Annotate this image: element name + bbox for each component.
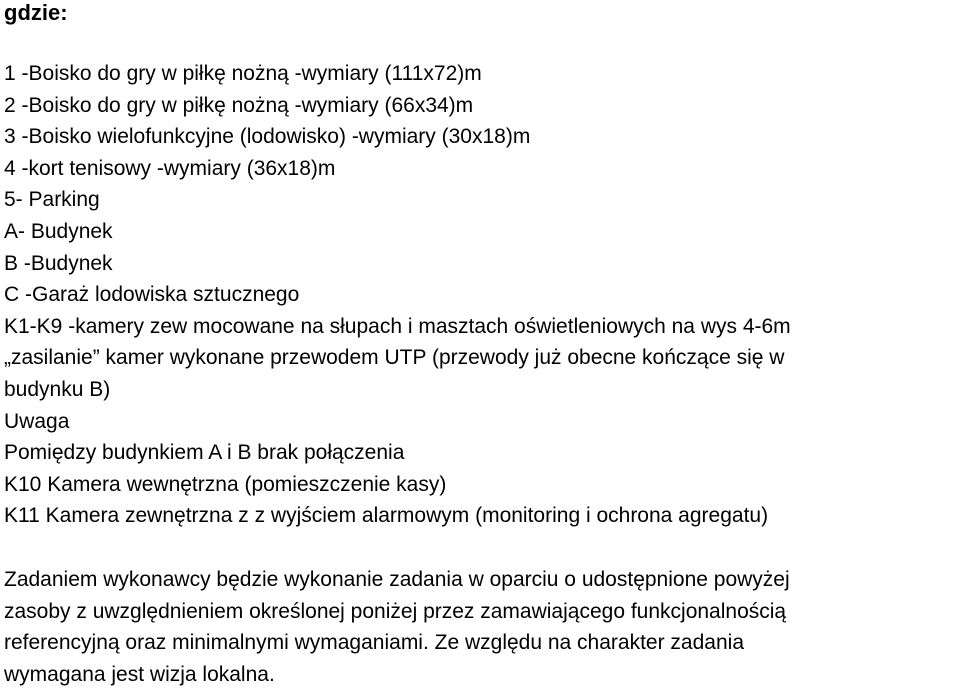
paragraph-gap [4, 532, 959, 564]
legend-item-building-b: B -Budynek [4, 251, 113, 275]
legend-item-field-2: 2 -Boisko do gry w piłkę nożną -wymiary (66x34)m [4, 93, 474, 117]
legend-item-cameras-k1-k9: K1-K9 -kamery zew mocowane na słupach i masztach oświetleniowych na wys 4-6m [4, 314, 791, 338]
task-line: wymagana jest wizja lokalna. [4, 662, 275, 686]
note-label: Uwaga [4, 409, 70, 433]
task-paragraph [4, 564, 959, 690]
section-heading: gdzie: [4, 0, 68, 25]
legend-item-tennis-court: 4 -kort tenisowy -wymiary (36x18)m [4, 156, 336, 180]
task-line: zasoby z uwzględnieniem określonej poniżej przez zamawiającego funkcjonalnością [4, 599, 787, 623]
legend-item-power-note: „zasilanie” kamer wykonane przewodem UTP (przewody już obecne kończące się w [4, 346, 785, 370]
legend-item-field-3: 3 -Boisko wielofunkcyjne (lodowisko) -wymiary (30x18)m [4, 125, 531, 149]
legend-item-garage-c: C -Garaż lodowiska sztucznego [4, 283, 300, 307]
task-line: referencyjną oraz minimalnymi wymaganiami. Ze względu na charakter zadania [4, 631, 744, 655]
legend-item-camera-k11: K11 Kamera zewnętrzna z z wyjściem alarmowym (monitoring i ochrona agregatu) [4, 504, 769, 528]
note-text: Pomiędzy budynkiem A i B brak połączenia [4, 441, 405, 465]
task-line: Zadaniem wykonawcy będzie wykonanie zadania w oparciu o udostępnione powyżej [4, 567, 790, 591]
legend-item-parking: 5- Parking [4, 188, 100, 212]
legend-item-power-note-cont: budynku B) [4, 377, 111, 401]
legend-item-building-a: A- Budynek [4, 219, 113, 243]
legend-list [4, 58, 959, 532]
document-page [4, 0, 959, 690]
legend-item-field-1: 1 -Boisko do gry w piłkę nożną -wymiary (111x72)m [4, 62, 482, 85]
legend-item-camera-k10: K10 Kamera wewnętrzna (pomieszczenie kasy) [4, 472, 447, 496]
